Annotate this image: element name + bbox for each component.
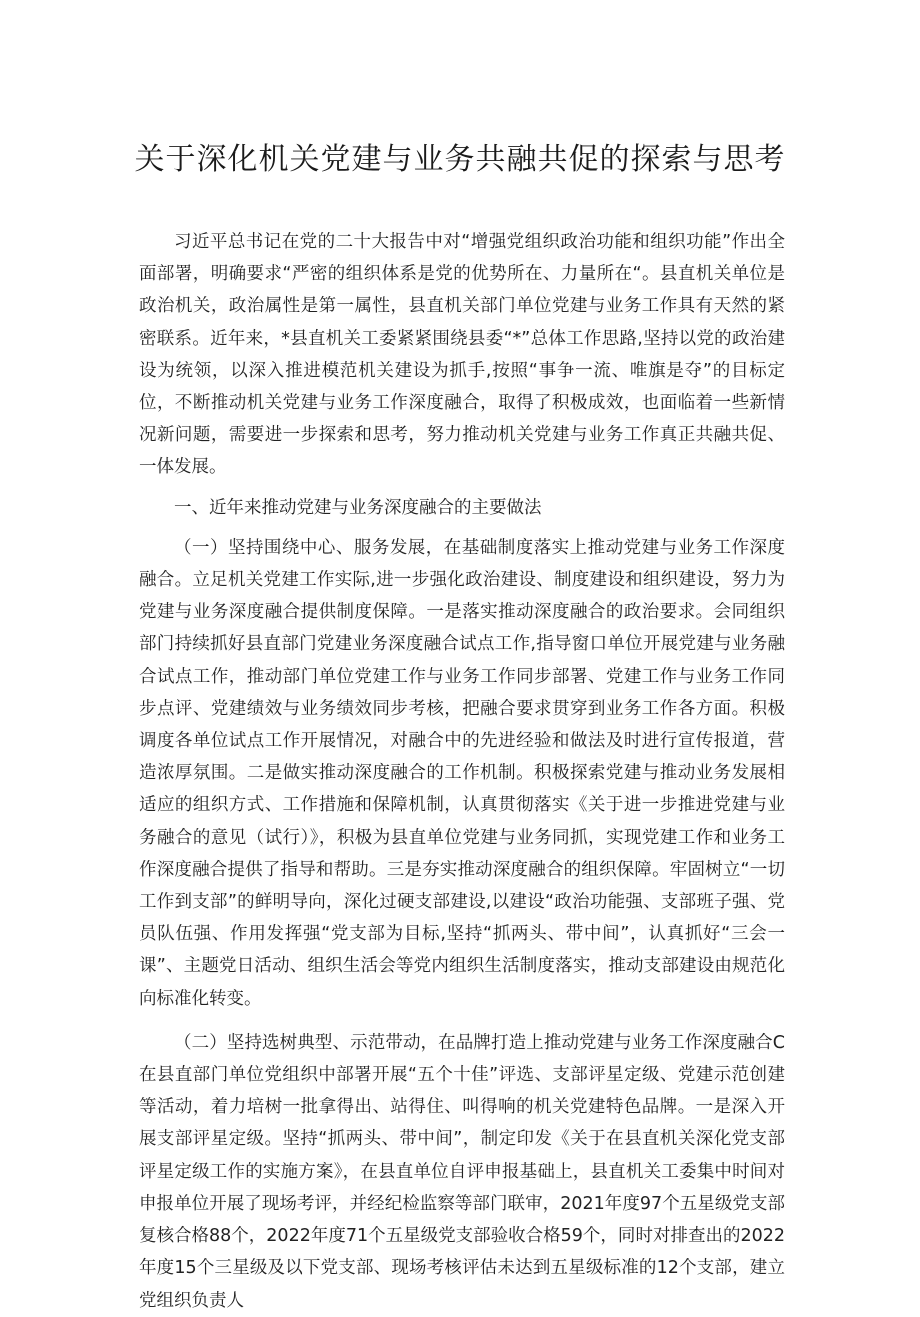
paragraph-section-1-2: （二）坚持选树典型、示范带动，在品牌打造上推动党建与业务工作深度融合C在县直部门单位党组织中部署开展“五个十佳”评选、支部评星定级、党建示范创建等活动，着力培树一批拿得出、站得住、叫得响的机关党建特色品牌。一是深入开展支部评星定级。坚持“抓两头、带中间”，制定印发《关于在县直机关深化党支部评星定级工作的实施方案》，在县直单位自评申报基础上，县直机关工委集中时间对申报单位开展了现场考评，并经纪检监察等部门联审，2021年度97个五星级党支部复核合格88个，2022年度71个五星级党支部验收合格59个，同时对排查出的2022年度15个三星级及以下党支部、现场考核评估未达到五星级标准的12个支部，建立党组织负责人	[139, 1032, 785, 1311]
document-title: 关于深化机关党建与业务共融共促的探索与思考	[134, 142, 786, 177]
section-heading-1: 一、近年来推动党建与业务深度融合的主要做法	[174, 497, 542, 518]
document-body	[139, 226, 785, 1317]
paragraph-section-1-1: （一）坚持围绕中心、服务发展，在基础制度落实上推动党建与业务工作深度融合。立足机关党建工作实际,进一步强化政治建设、制度建设和组织建设，努力为党建与业务深度融合提供制度保障。一是落实推动深度融合的政治要求。会同组织部门持续抓好县直部门党建业务深度融合试点工作,指导窗口单位开展党建与业务融合试点工作，推动部门单位党建工作与业务工作同步部署、党建工作与业务工作同步点评、党建绩效与业务绩效同步考核，把融合要求贯穿到业务工作各方面。积极调度各单位试点工作开展情况，对融合中的先进经验和做法及时进行宣传报道，营造浓厚氛围。二是做实推动深度融合的工作机制。积极探索党建与推动业务发展相适应的组织方式、工作措施和保障机制，认真贯彻落实《关于进一步推进党建与业务融合的意见（试行）》，积极为县直单位党建与业务同抓，实现党建工作和业务工作深度融合提供了指导和帮助。三是夯实推动深度融合的组织保障。牢固树立“一切工作到支部”的鲜明导向，深化过硬支部建设,以建设“政治功能强、支部班子强、党员队伍强、作用发挥强“党支部为目标,坚持“抓两头、带中间”，认真抓好“三会一课”、主题党日活动、组织生活会等党内组织生活制度落实，推动支部建设由规范化向标准化转变。	[139, 537, 785, 1009]
intro-paragraph: 习近平总书记在党的二十大报告中对“增强党组织政治功能和组织功能”作出全面部署，明确要求“严密的组织体系是党的优势所在、力量所在“。县直机关单位是政治机关，政治属性是第一属性，县直机关部门单位党建与业务工作具有天然的紧密联系。近年来，*县直机关工委紧紧围绕县委“*”总体工作思路,坚持以党的政治建设为统领，以深入推进模范机关建设为抓手,按照“事争一流、唯旗是夺”的目标定位，不断推动机关党建与业务工作深度融合，取得了积极成效，也面临着一些新情况新问题，需要进一步探索和思考，努力推动机关党建与业务工作真正共融共促、一体发展。	[139, 232, 785, 478]
